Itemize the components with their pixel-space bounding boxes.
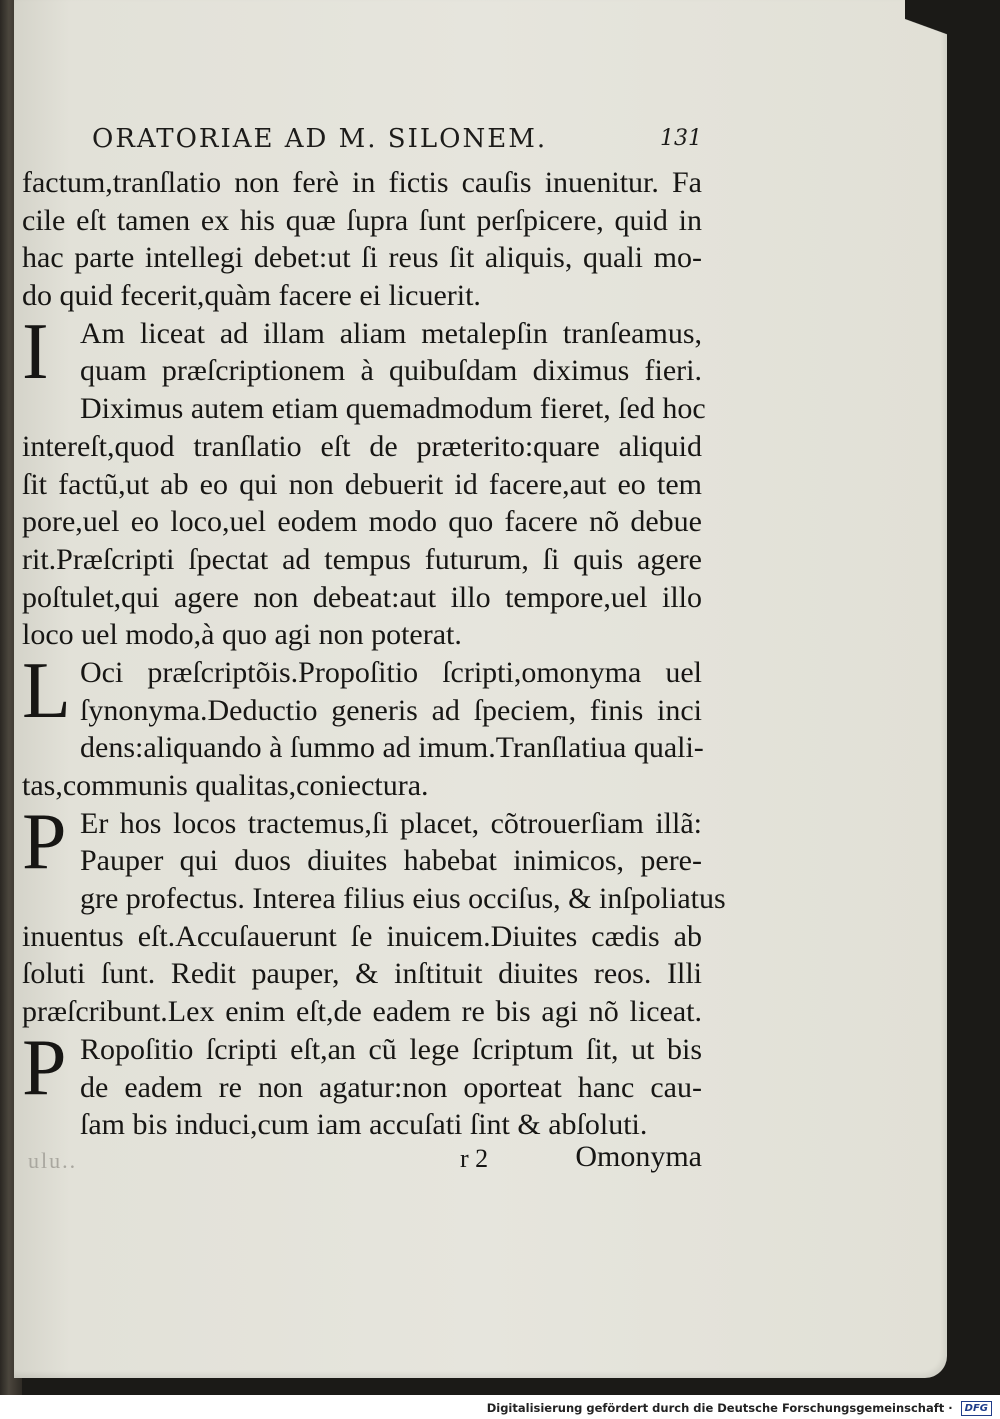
paragraph: [22, 797, 726, 1031]
text-line: Oci præſcriptõis.Propoſitio ſcripti,omonyma uel: [80, 655, 702, 689]
text-line: ſoluti ſunt. Redit pauper, & inſtituit diuites reos. Illi: [22, 957, 702, 991]
drop-initial: I: [22, 307, 49, 396]
text-line: Er hos locos tractemus,ſi placet, cõtrouerſiam illã:: [80, 806, 702, 840]
running-title: ORATORIAE AD M. SILONEM.: [92, 124, 548, 154]
page-corner: [905, 0, 947, 60]
running-header: [92, 124, 702, 160]
catchword: Omonyma: [575, 1140, 702, 1173]
text-line: de eadem re non agatur:non oporteat hanc cau-: [80, 1070, 702, 1104]
page-footer: [22, 1140, 702, 1180]
text-line: præſcribunt.Lex enim eſt,de eadem re bis agi nõ liceat.: [22, 995, 702, 1029]
text-line: quam præſcriptionem à quibuſdam diximus fieri.: [80, 354, 702, 388]
text-line: inuentus eſt.Accuſauerunt ſe inuicem.Diuites cædis ab: [22, 919, 702, 953]
paragraph: [22, 307, 706, 654]
text-line: Pauper qui duos diuites habebat inimicos, pere-: [80, 844, 702, 878]
body-text: [22, 164, 726, 1144]
text-line: pore,uel eo loco,uel eodem modo quo facere nõ debue: [22, 505, 702, 539]
paragraph: [22, 1023, 702, 1144]
credit-text: Digitalisierung gefördert durch die Deutsche Forschungsgemeinschaft ·: [486, 1401, 953, 1415]
drop-initial: P: [22, 797, 67, 886]
drop-initial: L: [22, 646, 71, 735]
text-line: Am liceat ad illam aliam metalepſin tranſeamus,: [80, 316, 702, 350]
signature-mark: r 2: [460, 1144, 489, 1173]
text-line: factum,tranſlatio non ferè in fictis cauſis inuenitur. Fa: [22, 166, 702, 199]
text-line: Ropoſitio ſcripti eſt,an cũ lege ſcriptum ſit, ut bis: [80, 1032, 702, 1066]
text-line: ſit factũ,ut ab eo qui non debuerit id facere,aut eo tem: [22, 467, 702, 501]
page-number: 131: [660, 126, 702, 151]
text-line: intereſt,quod tranſlatio eſt de præterito:quare aliquid: [22, 429, 702, 463]
text-line: dens:aliquando à ſummo ad imum.Tranſlatiua quali-: [80, 731, 704, 765]
text-line: hac parte intellegi debet:ut ſi reus ſit aliquis, quali mo-: [22, 241, 702, 275]
funding-credit: [487, 1401, 992, 1417]
text-line: ſynonyma.Deductio generis ad ſpeciem, finis inci: [80, 693, 702, 727]
drop-initial: P: [22, 1023, 67, 1112]
text-line: cile eſt tamen ex his quæ ſupra ſunt perſpicere, quid in: [22, 203, 702, 237]
dfg-logo-icon: DFG: [961, 1401, 992, 1416]
paragraph: [22, 646, 704, 805]
text-line: gre profectus. Interea filius eius occiſus, & inſpoliatus: [80, 882, 726, 916]
text-line: Diximus autem etiam quemadmodum fieret, ſed hoc: [80, 392, 706, 426]
text-line: poſtulet,qui agere non debeat:aut illo tempore,uel illo: [22, 580, 702, 614]
text-line: ſam bis induci,cum iam accuſati ſint & abſoluti.: [80, 1108, 648, 1142]
text-line: rit.Præſcripti ſpectat ad tempus futurum, ſi quis agere: [22, 542, 702, 576]
faded-text: ulu..: [28, 1148, 78, 1173]
text-line: tas,communis qualitas,coniectura.: [22, 769, 429, 802]
text-line: do quid fecerit,quàm facere ei licuerit.: [22, 279, 481, 313]
text-line: loco uel modo,à quo agi non poterat.: [22, 618, 462, 652]
